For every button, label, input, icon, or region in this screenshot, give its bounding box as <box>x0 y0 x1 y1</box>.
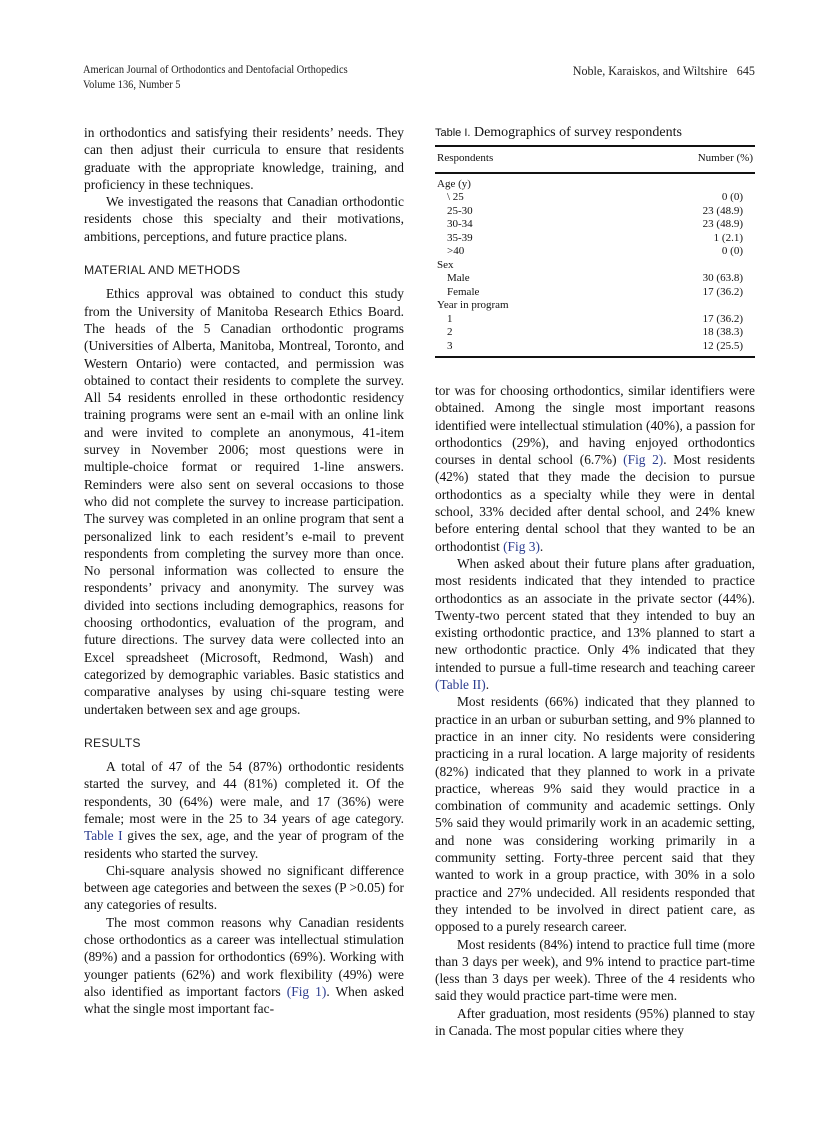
right-column <box>435 382 755 1039</box>
right-paragraph-5: After graduation, most residents (95%) planned to stay in Canada. The most popular cities where they <box>435 1005 755 1038</box>
table-row <box>435 245 755 259</box>
row-value: 1 (2.1) <box>713 231 743 244</box>
group-label-age: Age (y) <box>437 177 471 190</box>
row-label: Female <box>447 285 480 298</box>
authors: Noble, Karaiskos, and Wiltshire <box>572 63 728 78</box>
row-value: 17 (36.2) <box>702 312 743 325</box>
results-paragraph-1 <box>84 758 404 862</box>
demographics-table <box>435 147 755 356</box>
journal-volume: Volume 136, Number 5 <box>83 79 181 91</box>
table-demographics <box>435 124 755 358</box>
table-1-link[interactable]: Table I <box>84 828 123 844</box>
column-header-respondents: Respondents <box>437 152 494 164</box>
table-row <box>435 272 755 286</box>
table-label: Table I. <box>435 127 471 139</box>
table-row <box>435 313 755 327</box>
table-title: Demographics of survey respondents <box>473 125 682 140</box>
row-value: 0 (0) <box>721 245 743 257</box>
page-number: 645 <box>736 63 755 78</box>
fig-2-link[interactable]: (Fig 2) <box>623 452 664 468</box>
row-label: \ 25 <box>447 191 464 203</box>
fig-3-link[interactable]: (Fig 3) <box>503 538 540 554</box>
row-value: 18 (38.3) <box>702 326 743 338</box>
row-label: Male <box>447 272 470 284</box>
right-paragraph-1 <box>435 382 755 555</box>
results-paragraph-2: Chi-square analysis showed no significant difference between age categories and between the sexes (P >0.05) for any categories of results. <box>84 862 404 913</box>
column-header-number: Number (%) <box>697 152 753 164</box>
row-label: 1 <box>447 312 453 325</box>
author-page-info <box>573 63 755 78</box>
right-paragraph-2 <box>435 555 755 693</box>
row-value: 23 (48.9) <box>702 218 743 230</box>
results-p3-text: The most common reasons why Canadian residents chose orthodontics as a career was intellectual stimulation (89%) and a passion for orthodontics (69%). Working with younger patients (62%) and work flexibility (49%) were also identified as important factors <box>84 914 404 999</box>
row-label: 25-30 <box>447 204 473 217</box>
table-row <box>435 232 755 246</box>
row-label: >40 <box>447 245 465 257</box>
row-label: 35-39 <box>447 231 473 244</box>
row-value: 17 (36.2) <box>702 285 743 298</box>
table-bottom-rule <box>435 356 755 358</box>
journal-info <box>83 63 418 93</box>
right-p1-text: tor was for choosing orthodontics, similar identifiers were obtained. Among the single most important reasons identified were intellectual stimulation (40%), a passion for orthodontics (29%), and having enjoyed orthodontics courses in dental school (6.7%) <box>435 383 755 468</box>
group-label-sex: Sex <box>437 258 454 271</box>
row-value: 23 (48.9) <box>702 204 743 217</box>
table-row <box>435 218 755 232</box>
table-group-row <box>435 259 755 273</box>
left-column <box>84 124 404 1018</box>
row-value: 12 (25.5) <box>702 339 743 352</box>
table-group-row <box>435 174 755 192</box>
right-p2-text: When asked about their future plans after graduation, most residents indicated that they intended to practice orthodontics as an associate in the private sector (44%). Twenty-two percent stated that they intended to buy an existing orthodontic practice, and 13% planned to start a new orthodontic practice. Only 4% indicated that they intended to pursue a full-time research and teaching career <box>435 555 755 675</box>
table-row <box>435 340 755 357</box>
intro-paragraph-1: in orthodontics and satisfying their residents’ needs. They can then adjust their curricula to ensure that residents graduate with the appropriate knowledge, training, and proficiency in these techniques. <box>84 125 404 192</box>
methods-paragraph: Ethics approval was obtained to conduct this study from the University of Manitoba Research Ethics Board. The heads of the 5 Canadian orthodontic programs (Universities of Alberta, Manitoba, Montreal, Toronto, and Western Ontario) were contacted, and permission was obtained to contact their residents to complete the survey. All 54 residents enrolled in these orthodontic residency training programs were sent an e-mail with an online link and were invited to complete an anonymous, 41-item survey in November 2006; most questions were in multiple-choice format or required 1-line answers. Reminders were also sent on several occasions to those who did not complete the survey to increase participation. The survey was completed in an online program that sent a personalized link to each resident’s e-mail to prevent respondents from completing the survey more than once. No personal information was collected to ensure the respondents’ privacy and anonymity. The survey was divided into sections including demographics, reasons for choosing orthodontics, evaluation of the program, and future directions. The survey data were collected into an Excel spreadsheet (Microsoft, Redmond, Wash) and categorized by demographic variables. Basic statistics and comparative analyses by using chi-square testing were undertaken between sex and age groups. <box>84 286 404 717</box>
table-row <box>435 326 755 340</box>
table-2-link[interactable]: (Table II) <box>435 677 486 693</box>
table-row <box>435 191 755 205</box>
results-paragraph-3 <box>84 914 404 1018</box>
fig-1-link[interactable]: (Fig 1) <box>286 983 327 999</box>
intro-paragraph-2: We investigated the reasons that Canadian orthodontic residents chose this specialty and their motivations, ambitions, perceptions, and future practice plans. <box>84 194 404 244</box>
table-group-row <box>435 299 755 313</box>
section-heading-results: RESULTS <box>84 735 141 750</box>
right-p2-tail: . <box>485 677 490 693</box>
table-row <box>435 286 755 300</box>
journal-name: American Journal of Orthodontics and Dentofacial Orthopedics <box>83 64 348 76</box>
table-header-row <box>435 147 755 172</box>
results-p1-tail: gives the sex, age, and the year of program of the residents who started the survey. <box>84 828 405 861</box>
row-label: 2 <box>447 326 453 338</box>
row-label: 3 <box>447 339 453 352</box>
right-paragraph-3: Most residents (66%) indicated that they planned to practice in an urban or suburban setting, and 9% planned to practice in an inner city. No residents were considering practicing in a rural location. A large majority of residents (82%) indicated that they planned to work in a private practice, whereas 9% said they would practice in a combination of community and academic settings. Only 5% said they would primarily work in an academic setting, and none was considering working primarily in a community setting. Forty-three percent said that they wanted to work in a group practice, with 30% in a solo practice and 27% undecided. All residents responded that they intended to be involved in direct patient care, as opposed to a purely research career. <box>435 694 755 935</box>
right-p1-mid: . Most residents (42%) stated that they made the decision to pursue orthodontics as a specialty while they were in dental school, 33% decided after dental school, and 24% knew before entering dental school that they wanted to be an orthodontist <box>435 452 755 554</box>
row-value: 30 (63.8) <box>702 272 743 284</box>
row-label: 30-34 <box>447 218 473 230</box>
results-p1-text: A total of 47 of the 54 (87%) orthodontic residents started the survey, and 44 (81%) completed it. Of the respondents, 30 (64%) were male, and 17 (36%) were female; most were in the 25 to 34 years of age category. <box>84 759 404 826</box>
row-value: 0 (0) <box>721 191 743 203</box>
table-caption <box>435 124 755 142</box>
right-paragraph-4: Most residents (84%) intend to practice full time (more than 3 days per week), and 9% intend to practice part-time (less than 3 days per week). Three of the 4 residents who said they would practice part-time were men. <box>435 936 755 1004</box>
right-p1-tail: . <box>539 538 544 554</box>
group-label-year: Year in program <box>437 299 509 311</box>
section-heading-methods: MATERIAL AND METHODS <box>84 263 241 278</box>
table-row <box>435 205 755 219</box>
results-p3-tail: . When asked what the single most important fac- <box>84 983 404 1017</box>
